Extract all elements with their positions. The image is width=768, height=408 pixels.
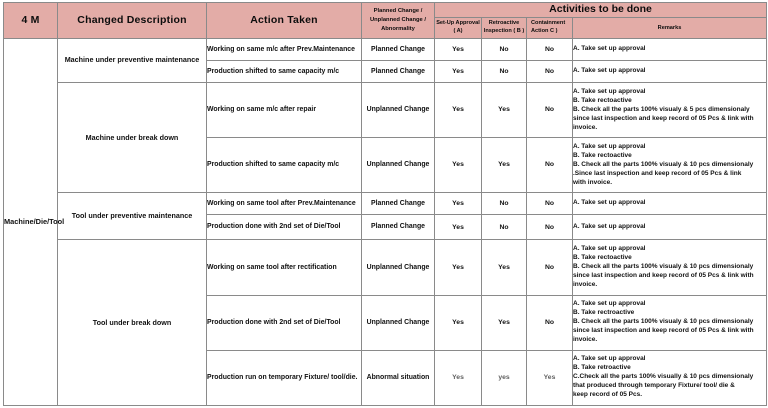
- header-containment-line-3: C ): [549, 28, 558, 34]
- cell-remarks-line-2: B. Take rectoactive: [573, 96, 632, 104]
- cell-remarks-line-3: C.Check all the parts 100% visually & 10 pcs dimensionaly: [573, 373, 754, 381]
- cell-containment-action: Yes: [527, 350, 573, 405]
- cell-remarks: [573, 138, 767, 193]
- cell-setup-approval: Yes: [435, 83, 482, 138]
- cell-setup-approval: Yes: [435, 295, 482, 350]
- cell-remarks: [573, 350, 767, 405]
- cell-action-taken: [207, 138, 362, 193]
- cell-remarks-line-3: B. Check all the parts 100% visualy & 10 pcs dimensionaly: [573, 263, 754, 271]
- header-action-taken: Action Taken: [207, 3, 362, 39]
- header-retroactive-line-2: Inspection: [483, 28, 512, 34]
- cell-changed-description: Machine under preventive maintenance: [58, 39, 207, 83]
- cell-containment-action: No: [527, 39, 573, 61]
- cell-setup-approval: Yes: [435, 193, 482, 215]
- cell-retroactive-inspection: Yes: [482, 240, 527, 295]
- cell-remarks-line-4: that produced through temporary Fixture/ tool/ die &: [573, 382, 735, 390]
- cell-action-taken-line-1: Working on same tool after rectification: [207, 263, 337, 271]
- cell-action-taken-line-1: Production run on temporary Fixture/ tool/: [207, 373, 346, 381]
- cell-changed-description: Machine under break down: [58, 83, 207, 193]
- cell-4m-group: [4, 39, 65, 406]
- header-change-type-line-2: Unplanned Change: [369, 17, 423, 24]
- cell-containment-action: No: [527, 138, 573, 193]
- cell-remarks: [573, 240, 767, 295]
- cell-setup-approval: Yes: [435, 240, 482, 295]
- header-changed-description: Changed Description: [58, 3, 207, 39]
- cell-remarks: [573, 295, 767, 350]
- cell-remarks: [573, 215, 767, 240]
- cell-change-type: Planned Change: [362, 39, 435, 61]
- header-activities-group: Activities to be done: [435, 3, 767, 18]
- header-retroactive-line-3: ( B ): [513, 28, 525, 34]
- cell-retroactive-inspection: No: [482, 39, 527, 61]
- cell-remarks-line-2: B. Take rectoactive: [573, 254, 632, 262]
- cell-containment-action: No: [527, 295, 573, 350]
- cell-setup-approval: Yes: [435, 215, 482, 240]
- cell-remarks-line-4: .Since last inspection and keep record of 05 Pcs & link: [573, 169, 742, 177]
- cell-remarks-line-2: B. Take retroactive: [573, 364, 631, 372]
- cell-containment-action: No: [527, 61, 573, 83]
- cell-remarks-line-5: with invoice.: [573, 178, 613, 186]
- header-change-type-line-3: / Abnormality: [381, 17, 427, 32]
- cell-change-type: Abnormal situation: [362, 350, 435, 405]
- cell-action-taken: [207, 295, 362, 350]
- header-retroactive-line-1: Retroactive: [488, 20, 520, 27]
- cell-remarks-line-5: invoice.: [573, 281, 598, 288]
- cell-containment-action: No: [527, 240, 573, 295]
- cell-remarks-line-1: A. Take set up approval: [573, 222, 646, 230]
- cell-remarks-line-5: invoice.: [573, 123, 598, 131]
- cell-remarks-line-5: keep record of 05 Pcs.: [573, 391, 643, 399]
- cell-action-taken-line-2: Die/Tool: [311, 318, 341, 326]
- cell-remarks: [573, 83, 767, 138]
- header-containment-line-2: Action: [531, 28, 549, 34]
- cell-remarks-line-2: B. Take rectroactive: [573, 309, 635, 317]
- change-management-matrix-table: [3, 2, 767, 406]
- cell-remarks-line-1: A. Take set up approval: [573, 355, 646, 363]
- cell-4m-group-line-2: Die/Tool: [35, 216, 65, 226]
- table-header: [4, 3, 767, 39]
- cell-remarks-line-5: invoice.: [573, 336, 598, 344]
- cell-remarks-line-3: B. Check all the parts 100% visualy & 10 pcs dimensionaly: [573, 318, 754, 326]
- cell-action-taken: [207, 83, 362, 138]
- cell-action-taken-line-1: Production done with 2nd set of: [207, 318, 312, 326]
- cell-remarks: [573, 61, 767, 83]
- cell-setup-approval: Yes: [435, 138, 482, 193]
- table-row[interactable]: [4, 193, 767, 215]
- cell-action-taken-line-1: Working on same tool after Prev.: [207, 199, 314, 207]
- cell-action-taken-line-2: Maintenance: [313, 199, 356, 207]
- cell-retroactive-inspection: No: [482, 215, 527, 240]
- cell-retroactive-inspection: Yes: [482, 295, 527, 350]
- cell-action-taken: [207, 350, 362, 405]
- cell-remarks-line-1: A. Take set up approval: [573, 300, 646, 308]
- cell-remarks-line-3: B. Check all the parts 100% visualy & 10 pcs dimensionaly: [573, 160, 754, 168]
- table-row[interactable]: [4, 240, 767, 295]
- cell-retroactive-inspection: yes: [482, 350, 527, 405]
- cell-remarks-line-1: A. Take set up approval: [573, 245, 646, 253]
- header-setup-approval-line-1: Set-Up Approval: [436, 20, 480, 27]
- table-body: [4, 39, 767, 406]
- cell-change-type: Unplanned Change: [362, 295, 435, 350]
- cell-containment-action: No: [527, 215, 573, 240]
- cell-action-taken: [207, 215, 362, 240]
- header-row-top: [4, 3, 767, 18]
- cell-remarks-line-1: A. Take set up approval: [573, 199, 646, 207]
- header-setup-approval-line-2: ( A): [453, 28, 463, 34]
- cell-remarks-line-4: since last inspection and keep record of 05 Pcs & link with: [573, 272, 754, 280]
- cell-remarks-line-4: since last inspection and keep record of 05 Pcs & link with: [573, 327, 754, 335]
- cell-remarks: [573, 39, 767, 61]
- cell-action-taken-line-1: Production shifted to same capacity m/c: [207, 161, 340, 169]
- cell-remarks-line-1: A. Take set up approval: [573, 142, 646, 150]
- header-containment-action: [527, 18, 573, 39]
- header-change-type-line-1: Planned Change /: [373, 8, 423, 15]
- cell-remarks-line-1: A. Take set up approval: [573, 67, 646, 75]
- cell-action-taken-line-1: Production shifted to same capacity m/c: [207, 67, 340, 75]
- cell-remarks-line-1: A. Take set up approval: [573, 87, 646, 95]
- cell-action-taken-line-2: Die/Tool: [311, 223, 341, 231]
- cell-retroactive-inspection: Yes: [482, 138, 527, 193]
- cell-setup-approval: Yes: [435, 350, 482, 405]
- cell-action-taken-line-1: Production done with 2nd set of: [207, 223, 312, 231]
- cell-remarks-line-1: A. Take set up approval: [573, 45, 646, 53]
- cell-4m-group-line-1: Machine/: [4, 216, 36, 226]
- cell-action-taken-line-1: Working on same m/c after repair: [207, 106, 317, 114]
- header-setup-approval: [435, 18, 482, 39]
- cell-action-taken: [207, 39, 362, 61]
- header-change-type: [362, 3, 435, 39]
- table-row[interactable]: [4, 39, 767, 61]
- header-4m: 4 M: [4, 3, 58, 39]
- header-retroactive-inspection: [482, 18, 527, 39]
- cell-remarks-line-4: since last inspection and keep record of 05 Pcs & link with: [573, 114, 754, 122]
- cell-retroactive-inspection: No: [482, 61, 527, 83]
- header-remarks: Remarks: [573, 18, 767, 39]
- table-row[interactable]: [4, 83, 767, 138]
- cell-change-type: Planned Change: [362, 215, 435, 240]
- cell-action-taken-line-2: die.: [345, 373, 358, 381]
- header-containment-line-1: Containment: [531, 20, 566, 27]
- cell-changed-description: Tool under preventive maintenance: [58, 193, 207, 240]
- cell-change-type: Unplanned Change: [362, 83, 435, 138]
- cell-remarks: [573, 193, 767, 215]
- cell-action-taken: [207, 61, 362, 83]
- cell-change-type: Unplanned Change: [362, 138, 435, 193]
- cell-containment-action: No: [527, 193, 573, 215]
- cell-action-taken-line-2: Maintenance: [313, 45, 355, 53]
- cell-setup-approval: Yes: [435, 61, 482, 83]
- cell-retroactive-inspection: Yes: [482, 83, 527, 138]
- cell-action-taken: [207, 240, 362, 295]
- cell-action-taken-line-1: Working on same m/c after Prev.: [207, 45, 314, 53]
- cell-retroactive-inspection: No: [482, 193, 527, 215]
- cell-change-type: Planned Change: [362, 193, 435, 215]
- cell-changed-description: Tool under break down: [58, 240, 207, 406]
- cell-setup-approval: Yes: [435, 39, 482, 61]
- cell-change-type: Planned Change: [362, 61, 435, 83]
- cell-remarks-line-2: B. Take rectoactive: [573, 151, 632, 159]
- cell-remarks-line-3: B. Check all the parts 100% visualy & 5 pcs dimensionaly: [573, 105, 750, 113]
- cell-containment-action: No: [527, 83, 573, 138]
- cell-action-taken: [207, 193, 362, 215]
- cell-change-type: Unplanned Change: [362, 240, 435, 295]
